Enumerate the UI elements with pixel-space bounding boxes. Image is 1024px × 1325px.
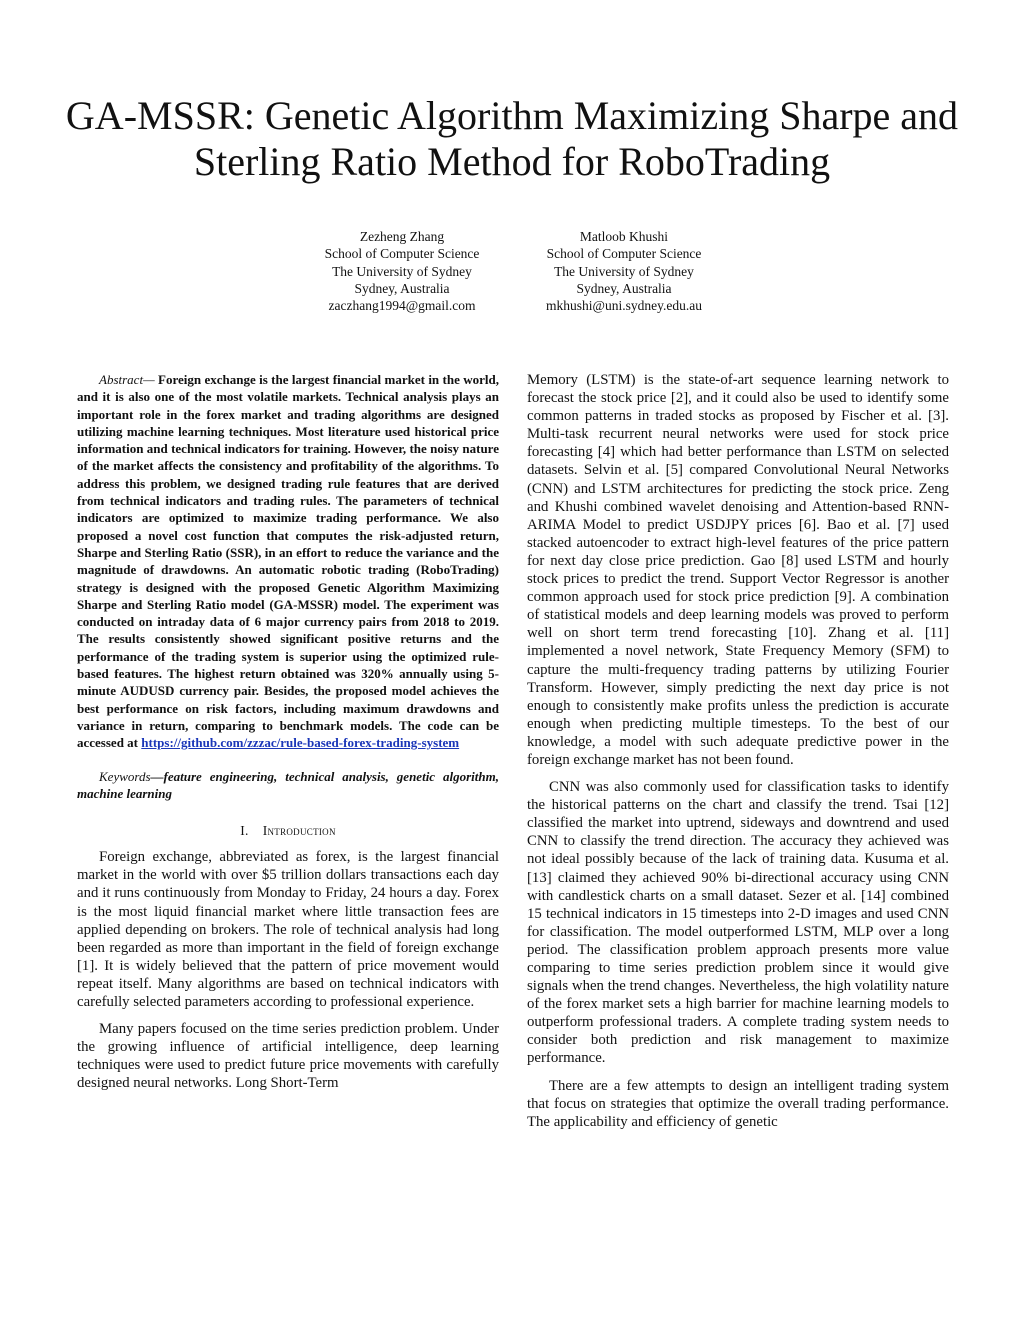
intro-paragraph-2: Many papers focused on the time series prediction problem. Under the growing influence of artificial intelligence, deep learning techniques were used to predict future price movements with carefully designed neural networks. Long Short-Term xyxy=(77,1021,499,1092)
author-dept: School of Computer Science xyxy=(546,246,702,262)
abstract-dash: — xyxy=(143,372,155,387)
author-university: The University of Sydney xyxy=(554,263,694,279)
author-dept: School of Computer Science xyxy=(324,246,480,262)
right-column xyxy=(527,371,949,1131)
author-email: zaczhang1994@gmail.com xyxy=(328,298,476,314)
author-email: mkhushi@uni.sydney.edu.au xyxy=(546,298,702,314)
author-name: Matloob Khushi xyxy=(579,229,669,244)
author-location: Sydney, Australia xyxy=(354,280,450,296)
section-number: I. xyxy=(240,823,249,839)
code-link[interactable]: https://github.com/zzzac/rule-based-forex-trading-system xyxy=(141,735,460,751)
author-university: The University of Sydney xyxy=(332,263,472,279)
section-title: Introduction xyxy=(262,823,336,839)
body-paragraph-2: CNN was also commonly used for classification tasks to identify the historical patterns on the chart and classify the trend. Tsai [12] classified the market into uptrend, sideways and downtrend and used CNN to classify the trend direction. The accuracy they achieved was not ideal possibly because of the lack of training data. Kusuma et al. [13] claimed they achieved 90% bi-directional accuracy using CNN with candlestick charts on a small dataset. Sezer et al. [14] combined 15 technical indicators in 15 timesteps into 2-D images and used CNN for classification. The model outperformed LSTM, MLP over a long period. The classification problem approach presents more value comparing to time series prediction problem since it would give signals when the trend changes. Nevertheless, the high volatility nature of the forex market sets a high barrier for machine learning models to outperform professional traders. A complete trading system needs to consider both prediction and risk management to maximize performance. xyxy=(527,779,949,1067)
author-block-1 xyxy=(272,228,532,314)
body-paragraph-1: Memory (LSTM) is the state-of-art sequence learning network to forecast the stock price [2], and it could also be used to identify some common patterns in traded stocks as proposed by Fischer et al. [3]. Multi-task recurrent neural networks were used for stock price forecasting [4] which had better performance than LSTM on selected datasets. Selvin et al. [5] compared Convolutional Neural Networks (CNN) and LSTM architectures for predicting the stock price. Zeng and Khushi combined wavelet denoising and Attention-based RNN-ARIMA Model to predict USDJPY prices [6]. Bao et al. [7] used stacked autoencoder to extract high-level features of the price pattern for next day close price prediction. Gao [8] used LSTM and hourly stock prices to predict the trend. Support Vector Regressor is another common approach used for stock price prediction [9]. A combination of statistical models and deep learning models was proved to perform well on short term trend forecasting [10]. Zhang et al. [11] implemented a novel network, State Frequency Memory (SFM) to capture the multi-frequency trading patterns by utilizing Fourier Transform. However, simply predicting the next day price is not enough to consistently make profits unless the prediction is accurate enough when predicting multiple timesteps. To the best of our knowledge, a model with such adequate predictive power in the foreign exchange market has not been found. xyxy=(527,372,949,768)
abstract-label: Abstract xyxy=(99,372,144,387)
keywords xyxy=(77,768,499,803)
keywords-label: Keywords xyxy=(99,768,151,784)
paper-title: GA-MSSR: Genetic Algorithm Maximizing Sharpe and Sterling Ratio Method for RoboTrading xyxy=(65,93,959,184)
intro-paragraph-1: Foreign exchange, abbreviated as forex, is the largest financial market in the world with over $5 trillion dollars transactions each day and it runs continuously from Monday to Friday, 24 hours a day. Forex is the most liquid financial market where little transaction fees are applied depending on brokers. The role of technical analysis had long been regarded as more than important in the field of foreign exchange [1]. It is widely believed that the pattern of price movement would repeat itself. Many algorithms are based on technical indicators with carefully selected parameters according to professional experience. xyxy=(77,849,499,1010)
left-column xyxy=(77,371,499,1092)
body-paragraph-3: There are a few attempts to design an intelligent trading system that focus on strategies that optimize the overall trading performance. The applicability and efficiency of genetic xyxy=(527,1077,949,1130)
author-name: Zezheng Zhang xyxy=(359,229,445,244)
author-block-2 xyxy=(494,228,754,314)
author-location: Sydney, Australia xyxy=(576,280,672,296)
abstract-text: Foreign exchange is the largest financial market in the world, and it is also one of the most volatile markets. Technical analysis plays an important role in the forex market and trading algorithms are designed utilizing machine learning techniques. Most literature used historical price information and technical indicators for training. However, the noisy nature of the market affects the consistency and profitability of the algorithms. To address this problem, we designed trading rule features that are derived from technical indicators and trading rules. The parameters of technical indicators are optimized to maximize trading performance. We also proposed a novel cost function that computes the risk-adjusted return, Sharpe and Sterling Ratio (SSR), in an effort to reduce the variance and the magnitude of drawdowns. An automatic robotic trading (RoboTrading) strategy is designed with the proposed Genetic Algorithm Maximizing Sharpe and Sterling Ratio model (GA-MSSR) model. The experiment was conducted on intraday data of 6 major currency pairs from 2018 to 2019. The results consistently showed significant positive returns and the performance of the trading system is superior using the optimized rule-based features. The highest return obtained was 320% annually using 5-minute AUDUSD currency pair. Besides, the proposed model achieves the best performance on risk factors, including maximum drawdowns and variance in return, comparing to benchmark models. The code can be accessed at xyxy=(77,372,499,751)
section-heading xyxy=(77,822,499,840)
abstract xyxy=(77,371,499,752)
keywords-dash: — xyxy=(150,768,164,784)
keywords-text: feature engineering, technical analysis, genetic algorithm, machine learning xyxy=(77,768,499,801)
